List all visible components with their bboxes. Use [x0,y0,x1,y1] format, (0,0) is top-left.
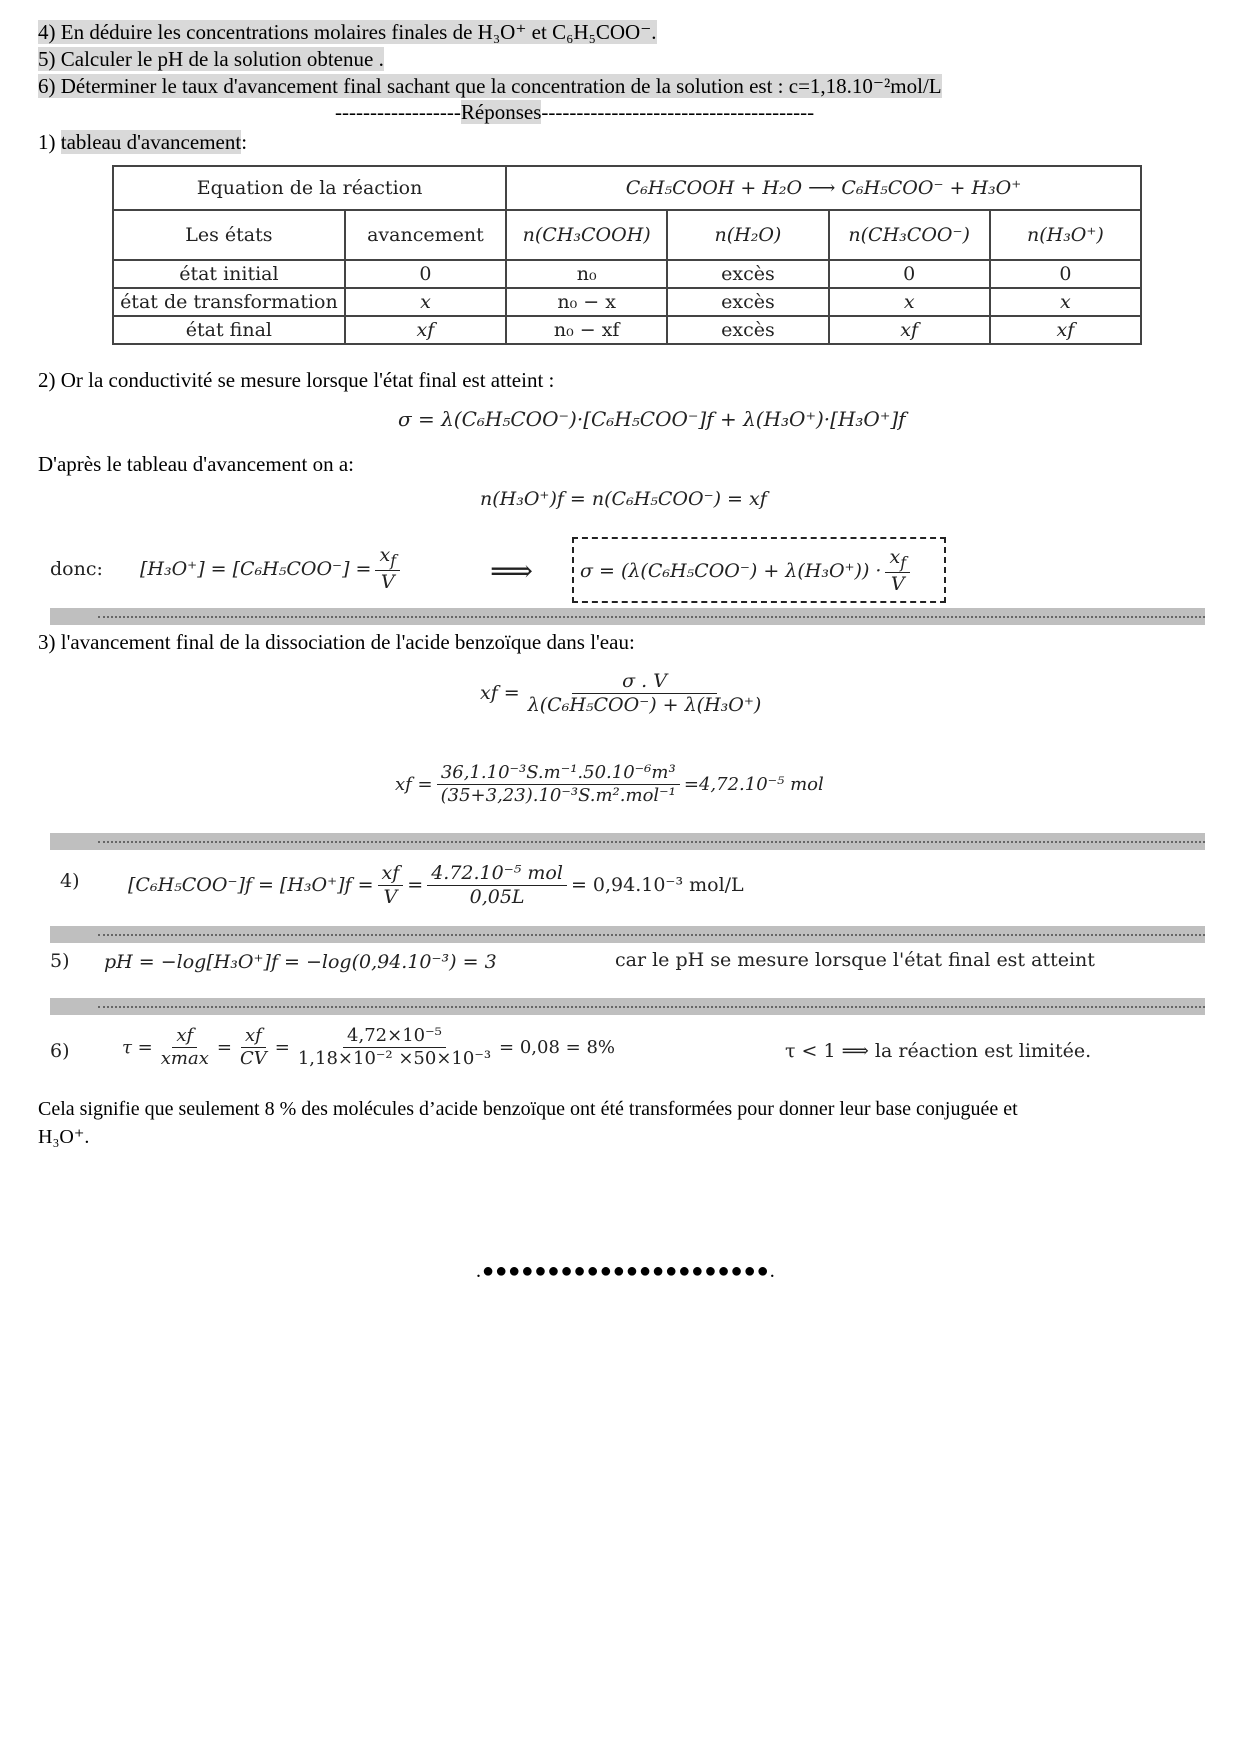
formula-conc [140,544,404,594]
implies-arrow: ⟹ [490,554,534,589]
section-5-number: 5) [50,950,70,972]
row-adv: 0 [345,260,506,288]
formula-xf-numeric [395,762,824,806]
fraction-numeric [427,862,567,909]
fraction-den: V [383,885,398,908]
fraction-xf-cv [236,1025,271,1069]
fraction-num: xf [172,1025,197,1048]
section-2-text: 2) Or la conductivité se mesure lorsque l'état final est atteint : [38,368,555,392]
responses-label: Réponses [460,100,542,124]
separator-bar [50,833,1205,850]
table-row [113,288,1141,316]
row-c4: x [990,288,1141,316]
section-4-formula [128,862,744,909]
boxed-formula [580,546,914,596]
section-5-formula: pH = −log[H₃O⁺]f = −log(0,94.10⁻³) = 3 [104,951,497,973]
row-c1: n₀ [506,260,667,288]
fraction-xf-v [378,862,404,909]
section-2-apres: D'après le tableau d'avancement on a: [38,452,355,476]
xf-lhs-numeric: xf = [395,773,433,795]
formula-conc-lhs: [H₃O⁺] = [C₆H₅COO⁻] = [140,557,372,580]
responses-dashes-left: ------------------ [335,100,461,124]
progress-table [112,165,1142,345]
fraction-xf-xmax [157,1025,213,1069]
section-4-lhs: [C₆H₅COO⁻]f = [H₃O⁺]f = [128,874,374,897]
row-adv: xf [345,316,506,344]
row-adv: x [345,288,506,316]
section-6-conclusion: τ < 1 ⟹ la réaction est limitée. [785,1040,1092,1062]
section-4-number: 4) [60,870,80,892]
fraction-num: σ . V [572,670,717,694]
col-header-acid: n(CH₃COOH) [506,210,667,260]
section-3-text: 3) l'avancement final de la dissociation de l'acide benzoïque dans l'eau: [38,630,635,654]
section-1-colon: : [241,130,248,154]
xf-lhs: xf = [480,682,520,705]
tau-lhs: τ = [122,1036,153,1058]
equals-sign: = [274,1036,290,1058]
boxed-formula-text: σ = (λ(C₆H₅COO⁻) + λ(H₃O⁺)) · [580,559,882,582]
equation-cell: C₆H₅COOH + H₂O ⟶ C₆H₅COO⁻ + H₃O⁺ [506,166,1141,210]
row-c3: 0 [829,260,990,288]
section-1-number: 1) [38,130,56,154]
states-label: Les états [113,210,345,260]
fraction-num: xf [241,1025,266,1048]
col-header-base: n(CH₃COO⁻) [829,210,990,260]
row-state: état final [113,316,345,344]
fraction-den: 0,05L [469,885,525,908]
fraction-den: 1,18×10⁻² ×50×10⁻³ [297,1047,492,1069]
responses-dashes-right: --------------------------------------- [541,100,815,124]
table-row [113,316,1141,344]
equation-label: Equation de la réaction [113,166,506,210]
fraction-den: V [890,572,905,595]
avancement-label: avancement [345,210,506,260]
section-1-label: tableau d'avancement [60,130,242,154]
section-4-result: = 0,94.10⁻³ mol/L [570,874,744,897]
row-c3: xf [829,316,990,344]
row-state: état de transformation [113,288,345,316]
row-c4: 0 [990,260,1141,288]
col-header-hydronium: n(H₃O⁺) [990,210,1141,260]
row-c4: xf [990,316,1141,344]
row-c3: x [829,288,990,316]
section-1-heading [38,130,247,155]
formula-sigma: σ = λ(C₆H₅COO⁻)·[C₆H₅COO⁻]f + λ(H₃O⁺)·[H₃O⁺]f [398,407,906,431]
formula-n: n(H₃O⁺)f = n(C₆H₅COO⁻) = xf [480,488,767,510]
fraction-xf [524,670,766,717]
fraction-num: 4.72.10⁻⁵ mol [427,862,567,886]
formula-xf-symbolic [480,670,769,717]
section-6-formula [122,1025,615,1069]
tau-result: = 0,08 = 8% [499,1036,616,1058]
separator-bar [50,998,1205,1015]
fraction-xf-numeric [437,762,680,806]
row-c2: excès [667,316,828,344]
end-dots: .●●●●●●●●●●●●●●●●●●●●●●. [476,1260,776,1282]
row-c1: n₀ − x [506,288,667,316]
row-c2: excès [667,288,828,316]
fraction-num: $x_f$ [885,546,910,573]
row-state: état initial [113,260,345,288]
conclusion-line-2: H₃O⁺. [38,1126,90,1148]
fraction-num: xf [378,862,404,886]
question-4: 4) En déduire les concentrations molaires finales de H₃O⁺ et C₆H₅COO⁻. [38,20,657,44]
xf-result: =4,72.10⁻⁵ mol [683,773,824,795]
equals-sign: = [407,874,424,897]
donc-label: donc: [50,558,103,580]
equals-sign: = [216,1036,232,1058]
section-6-number: 6) [50,1040,70,1062]
fraction-num: 36,1.10⁻³S.m⁻¹.50.10⁻⁶m³ [437,762,680,785]
row-c2: excès [667,260,828,288]
fraction-num: 4,72×10⁻⁵ [343,1025,446,1048]
fraction-den: (35+3,23).10⁻³S.m².mol⁻¹ [440,784,676,806]
fraction-numeric [294,1025,495,1069]
fraction-den: λ(C₆H₅COO⁻) + λ(H₃O⁺) [527,693,762,716]
table-row [113,260,1141,288]
row-c1: n₀ − xf [506,316,667,344]
fraction-num: $x_f$ [375,544,400,571]
fraction-den: xmax [160,1047,209,1069]
fraction-den: V [380,570,395,593]
col-header-water: n(H₂O) [667,210,828,260]
question-5: 5) Calculer le pH de la solution obtenue . [38,47,384,71]
question-6: 6) Déterminer le taux d'avancement final sachant que la concentration de la solution est : c=1,18.10⁻²mol/L [38,74,942,98]
fraction-den: CV [239,1047,267,1069]
separator-bar [50,926,1205,943]
conclusion-line-1: Cela signifie que seulement 8 % des molécules d’acide benzoïque ont été transformées pour donner leur base conjuguée et [38,1098,1018,1120]
fraction-xf-v-boxed [885,546,910,596]
section-5-note: car le pH se mesure lorsque l'état final est atteint [615,949,1095,971]
separator-bar [50,608,1205,625]
responses-header [335,100,814,125]
fraction-xf-v [375,544,400,594]
